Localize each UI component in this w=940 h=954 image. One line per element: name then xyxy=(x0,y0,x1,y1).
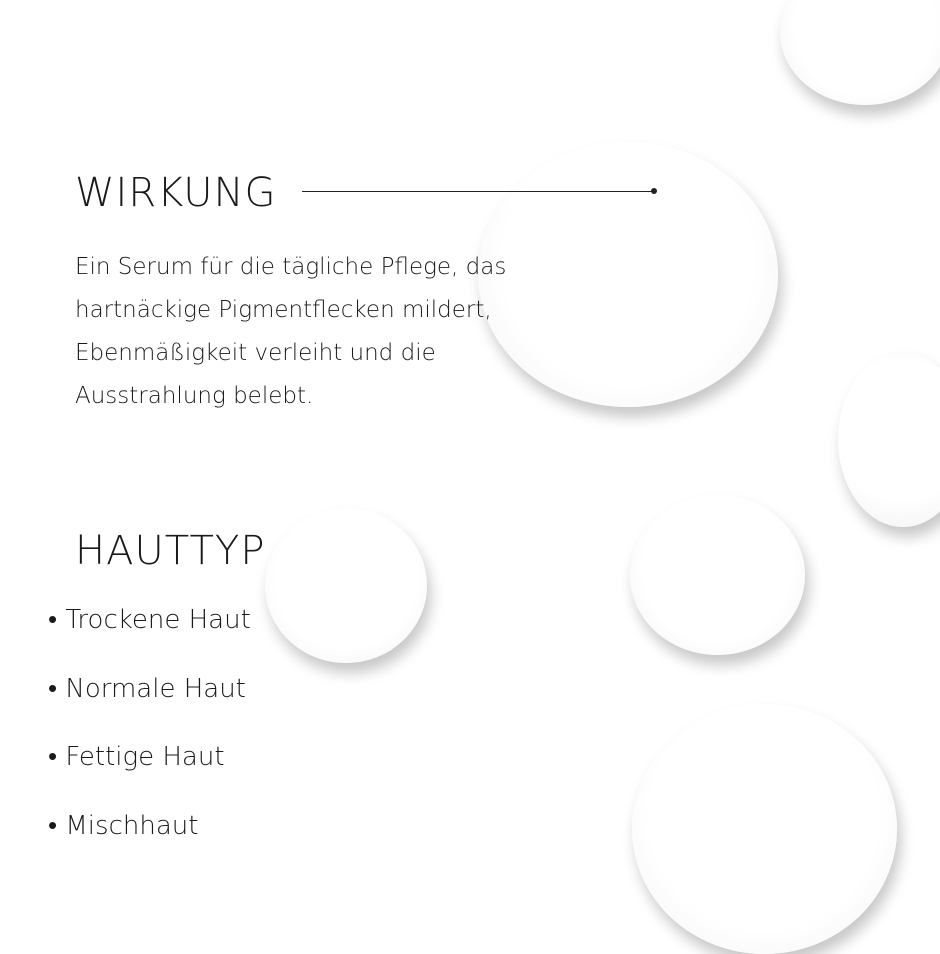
serum-drop xyxy=(780,0,940,105)
serum-drop xyxy=(265,508,427,663)
line-end-dot xyxy=(651,188,657,194)
list-item-label: Fettige Haut xyxy=(65,742,225,772)
list-item-label: Normale Haut xyxy=(65,674,246,704)
hauttyp-heading: HAUTTYP xyxy=(75,528,266,574)
wirkung-heading: WIRKUNG xyxy=(75,170,277,216)
list-item: • Mischhaut xyxy=(48,811,199,841)
divider-line xyxy=(302,191,654,192)
list-item: • Fettige Haut xyxy=(48,742,225,772)
serum-drop xyxy=(630,495,805,655)
list-item: • Trockene Haut xyxy=(48,605,251,635)
list-item-label: Mischhaut xyxy=(65,811,199,841)
serum-drop xyxy=(632,704,897,954)
list-item: • Normale Haut xyxy=(48,674,246,704)
serum-drop xyxy=(838,352,940,527)
wirkung-text: Ein Serum für die tägliche Pflege, das hartnäckige Pigmentflecken mildert, Ebenmäßigkeit verleiht und die Ausstrahlung belebt. xyxy=(75,254,507,409)
list-item-label: Trockene Haut xyxy=(65,605,251,635)
